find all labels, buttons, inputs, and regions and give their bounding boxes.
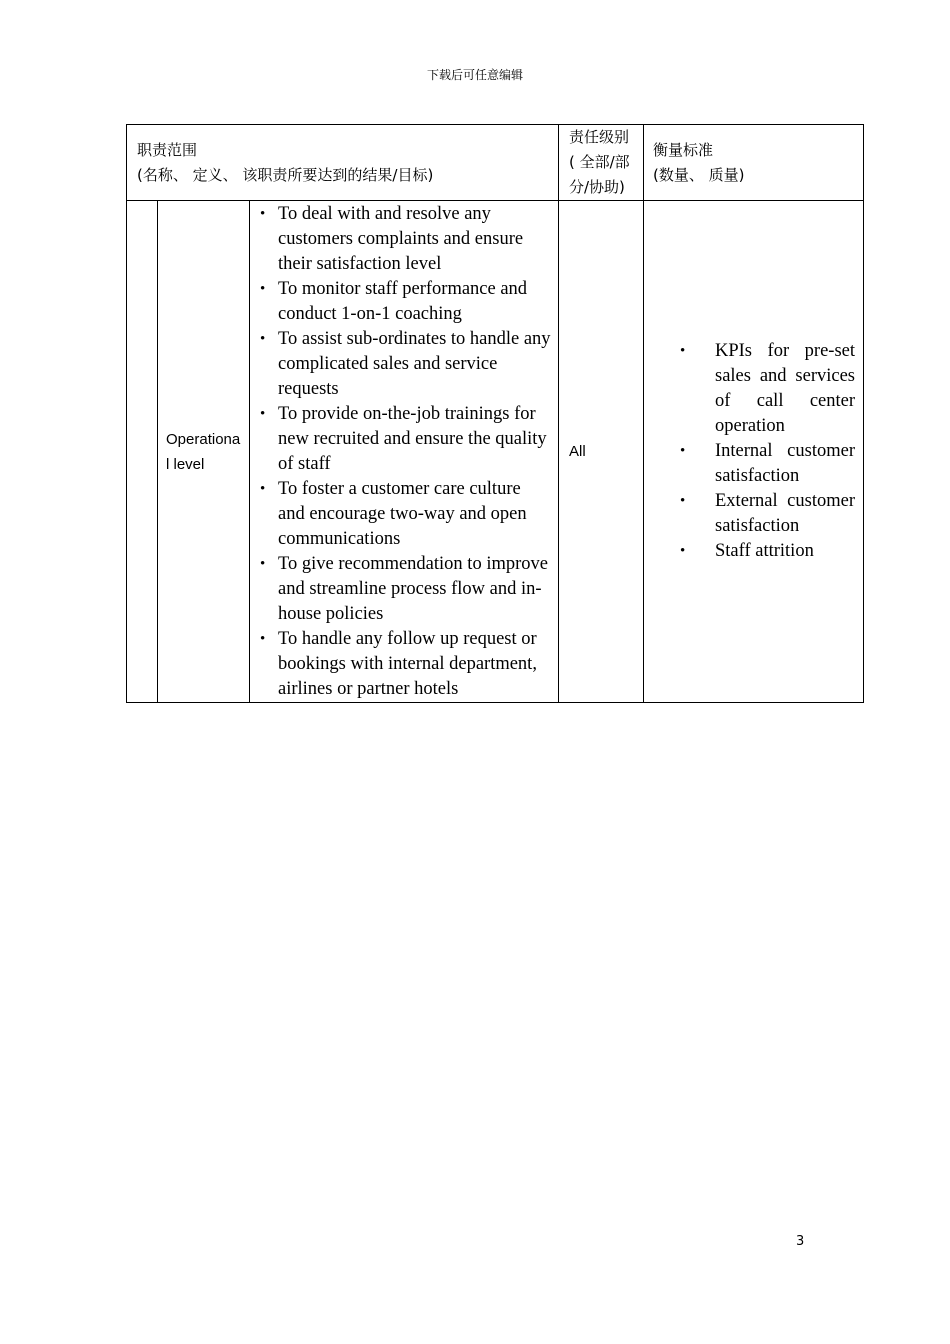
header-scope-title: 职责范围	[137, 140, 198, 159]
bullet-icon: •	[680, 343, 686, 359]
duties-list	[258, 202, 552, 702]
duty-item	[258, 552, 552, 627]
duty-text: To give recommendation to improve and streamline process flow and in-house policies	[278, 554, 548, 624]
page-header: 下载后可任意编辑	[426, 68, 523, 82]
bullet-icon: •	[680, 543, 686, 559]
row-responsibility-level: All	[559, 201, 644, 703]
header-measure-title: 衡量标准	[653, 140, 714, 159]
header-measure-cell	[644, 125, 864, 201]
measures-list	[680, 339, 855, 564]
duty-item	[258, 627, 552, 702]
duty-item	[258, 327, 552, 402]
row-index-cell	[127, 201, 158, 703]
bullet-icon: •	[260, 331, 266, 347]
duty-item	[258, 277, 552, 327]
bullet-icon: •	[260, 481, 266, 497]
row-subcategory: Operational level	[158, 201, 250, 703]
measure-item	[680, 439, 855, 489]
bullet-icon: •	[260, 631, 266, 647]
duty-text: To handle any follow up request or bookings with internal department, airlines or partner hotels	[278, 629, 537, 699]
page-number: 3	[796, 1234, 805, 1249]
measure-text: Internal customer satisfaction	[715, 441, 855, 486]
bullet-icon: •	[260, 206, 266, 222]
header-scope-cell	[127, 125, 559, 201]
responsibility-table	[126, 124, 864, 703]
measure-text: KPIs for pre-set sales and services of call center operation	[715, 341, 855, 436]
row-duties-cell	[250, 201, 559, 703]
measure-text: Staff attrition	[715, 541, 814, 561]
duty-text: To deal with and resolve any customers complaints and ensure their satisfaction level	[278, 204, 524, 274]
bullet-icon: •	[260, 281, 266, 297]
measure-item	[680, 489, 855, 539]
duty-text: To foster a customer care culture and encourage two-way and open communications	[278, 479, 527, 549]
measure-item	[680, 539, 855, 564]
duty-text: To provide on-the-job trainings for new recruited and ensure the quality of staff	[278, 404, 547, 474]
measure-text: External customer satisfaction	[715, 491, 855, 536]
table-header-row	[127, 125, 864, 201]
table-row	[127, 201, 864, 703]
measure-item	[680, 339, 855, 439]
header-scope-subtitle: (名称、 定义、 该职责所要达到的结果/目标)	[137, 165, 434, 184]
duty-item	[258, 477, 552, 552]
header-measure-subtitle: (数量、 质量)	[653, 165, 745, 184]
duty-text: To assist sub-ordinates to handle any complicated sales and service requests	[278, 329, 551, 399]
duty-item	[258, 202, 552, 277]
duty-item	[258, 402, 552, 477]
bullet-icon: •	[260, 406, 266, 422]
duty-text: To monitor staff performance and conduct 1-on-1 coaching	[278, 279, 528, 324]
header-level-title: 责任级别	[569, 128, 630, 146]
header-level-cell	[559, 125, 644, 201]
bullet-icon: •	[680, 443, 686, 459]
bullet-icon: •	[260, 556, 266, 572]
header-level-subtitle: ( 全部/部分/协助)	[569, 153, 630, 196]
bullet-icon: •	[680, 493, 686, 509]
row-measures-cell	[644, 201, 864, 703]
